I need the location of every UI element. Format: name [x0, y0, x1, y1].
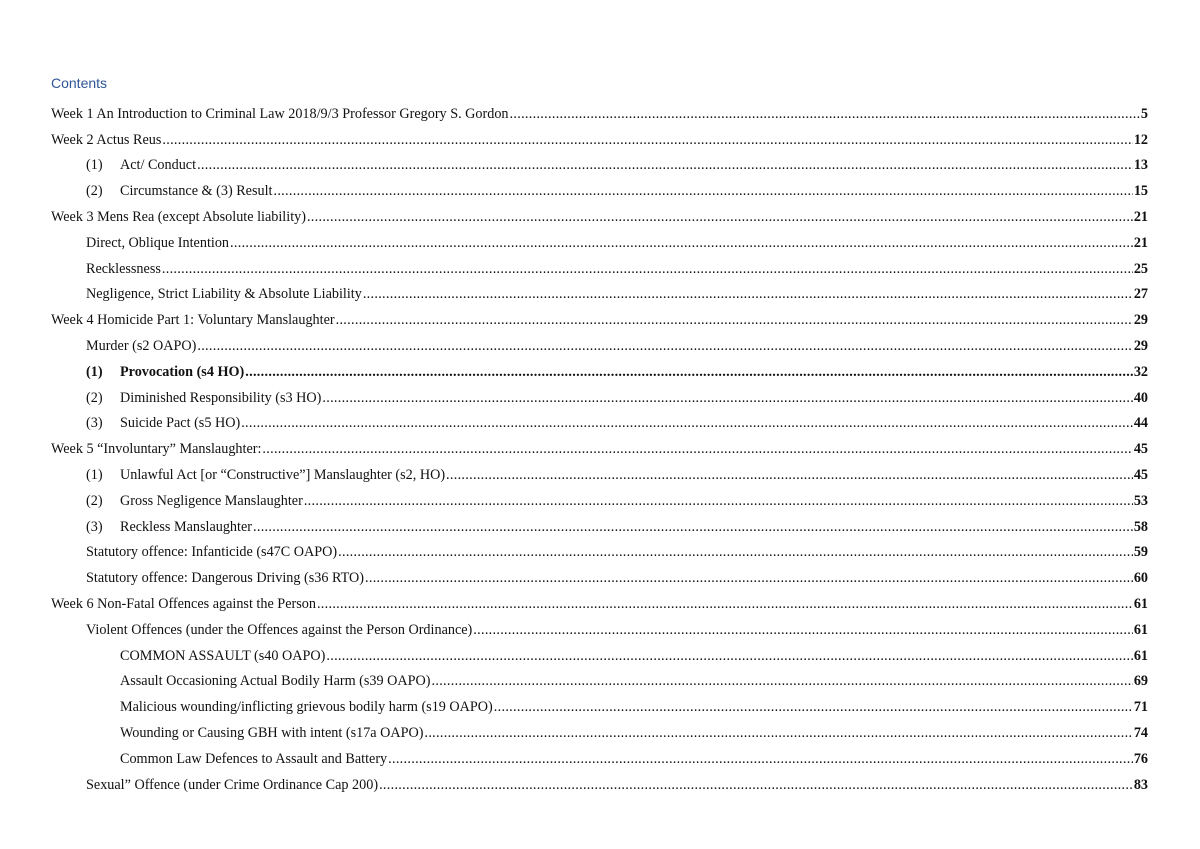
toc-page-number: 29: [1133, 337, 1148, 354]
toc-entry-number: (3): [86, 518, 103, 535]
toc-entry[interactable]: [51, 174, 1148, 200]
toc-entry-title: Gross Negligence Manslaughter: [120, 492, 303, 509]
toc-dot-leader: [379, 776, 1133, 794]
toc-entry[interactable]: [51, 303, 1148, 329]
toc-entry-number: (2): [86, 389, 103, 406]
toc-entry[interactable]: [51, 432, 1148, 458]
toc-entry[interactable]: [51, 97, 1148, 123]
toc-entry-title: COMMON ASSAULT (s40 OAPO): [120, 647, 326, 664]
toc-entry[interactable]: [51, 510, 1148, 536]
toc-dot-leader: [245, 363, 1133, 381]
toc-entry-number: (1): [86, 157, 103, 174]
toc-entry[interactable]: [51, 665, 1148, 691]
toc-entry-number: (1): [86, 363, 103, 380]
toc-page-number: 21: [1133, 208, 1148, 225]
toc-entry-title: Circumstance & (3) Result: [120, 183, 273, 200]
toc-page-number: 53: [1133, 492, 1148, 509]
toc-dot-leader: [241, 414, 1133, 432]
toc-page-number: 15: [1133, 183, 1148, 200]
toc-dot-leader: [363, 285, 1133, 303]
toc-dot-leader: [230, 234, 1133, 252]
toc-page-number: 32: [1133, 363, 1148, 380]
toc-dot-leader: [262, 440, 1132, 458]
toc-page-number: 13: [1133, 157, 1148, 174]
toc-page-number: 29: [1133, 312, 1148, 329]
toc-dot-leader: [197, 156, 1133, 174]
toc-dot-leader: [365, 569, 1133, 587]
toc-page-number: 25: [1133, 260, 1148, 277]
toc-entry[interactable]: [51, 355, 1148, 381]
toc-dot-leader: [307, 208, 1133, 226]
toc-page-number: 5: [1140, 105, 1148, 122]
toc-entry[interactable]: [51, 742, 1148, 768]
toc-dot-leader: [162, 260, 1133, 278]
toc-entry[interactable]: [51, 639, 1148, 665]
toc-entry-title: Provocation (s4 HO): [120, 363, 245, 380]
toc-page-number: 69: [1133, 673, 1148, 690]
toc-entry[interactable]: [51, 278, 1148, 304]
toc-entry-title: Wounding or Causing GBH with intent (s17a OAPO): [120, 724, 424, 741]
toc-entry-title: Week 2 Actus Reus: [51, 131, 162, 148]
toc-entry[interactable]: [51, 329, 1148, 355]
toc-dot-leader: [162, 131, 1132, 149]
toc-entry-number: (2): [86, 492, 103, 509]
toc-page-number: 27: [1133, 286, 1148, 303]
toc-page-number: 61: [1133, 647, 1148, 664]
toc-entry-title: Sexual” Offence (under Crime Ordinance Cap 200): [86, 776, 379, 793]
toc-page-number: 21: [1133, 234, 1148, 251]
toc-entry-title: Violent Offences (under the Offences against the Person Ordinance): [86, 621, 473, 638]
toc-entry[interactable]: [51, 716, 1148, 742]
toc-page-number: 40: [1133, 389, 1148, 406]
toc-entry[interactable]: [51, 226, 1148, 252]
toc-dot-leader: [473, 621, 1133, 639]
toc-entry[interactable]: [51, 768, 1148, 794]
toc-entry-title: Week 4 Homicide Part 1: Voluntary Manslaughter: [51, 312, 335, 329]
toc-entry[interactable]: [51, 381, 1148, 407]
toc-page-number: 12: [1133, 131, 1148, 148]
toc-entry[interactable]: [51, 252, 1148, 278]
toc-dot-leader: [336, 311, 1133, 329]
toc-page-number: 76: [1133, 750, 1148, 767]
toc-page-number: 61: [1133, 621, 1148, 638]
toc-dot-leader: [494, 698, 1133, 716]
toc-dot-leader: [446, 466, 1133, 484]
toc-dot-leader: [326, 647, 1132, 665]
toc-entry-title: Recklessness: [86, 260, 161, 277]
toc-entry-title: Negligence, Strict Liability & Absolute Liability: [86, 286, 362, 303]
toc-entry[interactable]: [51, 200, 1148, 226]
toc-dot-leader: [432, 672, 1133, 690]
toc-entry-title: Week 6 Non-Fatal Offences against the Person: [51, 595, 316, 612]
toc-entry-title: Week 5 “Involuntary” Manslaughter:: [51, 441, 262, 458]
toc-entry[interactable]: [51, 536, 1148, 562]
toc-dot-leader: [510, 105, 1140, 123]
toc-entry-title: Malicious wounding/inflicting grievous bodily harm (s19 OAPO): [120, 699, 493, 716]
toc-entry-title: Direct, Oblique Intention: [86, 234, 230, 251]
toc-dot-leader: [322, 389, 1132, 407]
toc-dot-leader: [304, 492, 1133, 510]
toc-dot-leader: [338, 543, 1133, 561]
toc-entry-number: (2): [86, 183, 103, 200]
toc-page-number: 61: [1133, 595, 1148, 612]
toc-entry-number: (3): [86, 415, 103, 432]
toc-page-number: 59: [1133, 544, 1148, 561]
toc-entry-title: Statutory offence: Infanticide (s47C OAPO): [86, 544, 338, 561]
toc-entry-title: Statutory offence: Dangerous Driving (s36 RTO): [86, 570, 364, 587]
toc-entry[interactable]: [51, 561, 1148, 587]
toc-dot-leader: [253, 518, 1133, 536]
toc-entry-title: Common Law Defences to Assault and Battery: [120, 750, 388, 767]
toc-page-number: 74: [1133, 724, 1148, 741]
toc-page-number: 60: [1133, 570, 1148, 587]
toc-entry-title: Act/ Conduct: [120, 157, 197, 174]
toc-entry-title: Week 1 An Introduction to Criminal Law 2018/9/3 Professor Gregory S. Gordon: [51, 105, 509, 122]
toc-page-number: 45: [1133, 466, 1148, 483]
toc-entry-title: Reckless Manslaughter: [120, 518, 252, 535]
toc-dot-leader: [388, 750, 1133, 768]
toc-dot-leader: [424, 724, 1132, 742]
toc-page-number: 71: [1133, 699, 1148, 716]
toc-entry-title: Assault Occasioning Actual Bodily Harm (s39 OAPO): [120, 673, 431, 690]
toc-dot-leader: [273, 182, 1132, 200]
toc-heading: Contents: [51, 75, 108, 91]
toc-dot-leader: [197, 337, 1132, 355]
toc-entry[interactable]: [51, 123, 1148, 149]
toc-dot-leader: [317, 595, 1133, 613]
toc-page-number: 44: [1133, 415, 1148, 432]
toc-entry-number: (1): [86, 466, 103, 483]
toc-entry[interactable]: [51, 407, 1148, 433]
toc-entry-title: Diminished Responsibility (s3 HO): [120, 389, 322, 406]
toc-page-number: 45: [1133, 441, 1148, 458]
toc-page-number: 58: [1133, 518, 1148, 535]
toc-entry-title: Week 3 Mens Rea (except Absolute liability): [51, 208, 306, 225]
toc-entry-title: Murder (s2 OAPO): [86, 337, 197, 354]
toc-entry[interactable]: [51, 613, 1148, 639]
toc-entry-title: Suicide Pact (s5 HO): [120, 415, 241, 432]
toc-entry[interactable]: [51, 690, 1148, 716]
toc-entry[interactable]: [51, 484, 1148, 510]
toc-page-number: 83: [1133, 776, 1148, 793]
toc-entry[interactable]: [51, 587, 1148, 613]
toc-entry-title: Unlawful Act [or “Constructive”] Manslaughter (s2, HO): [120, 466, 446, 483]
toc-entry[interactable]: [51, 149, 1148, 175]
table-of-contents: [51, 97, 1148, 794]
toc-entry[interactable]: [51, 458, 1148, 484]
